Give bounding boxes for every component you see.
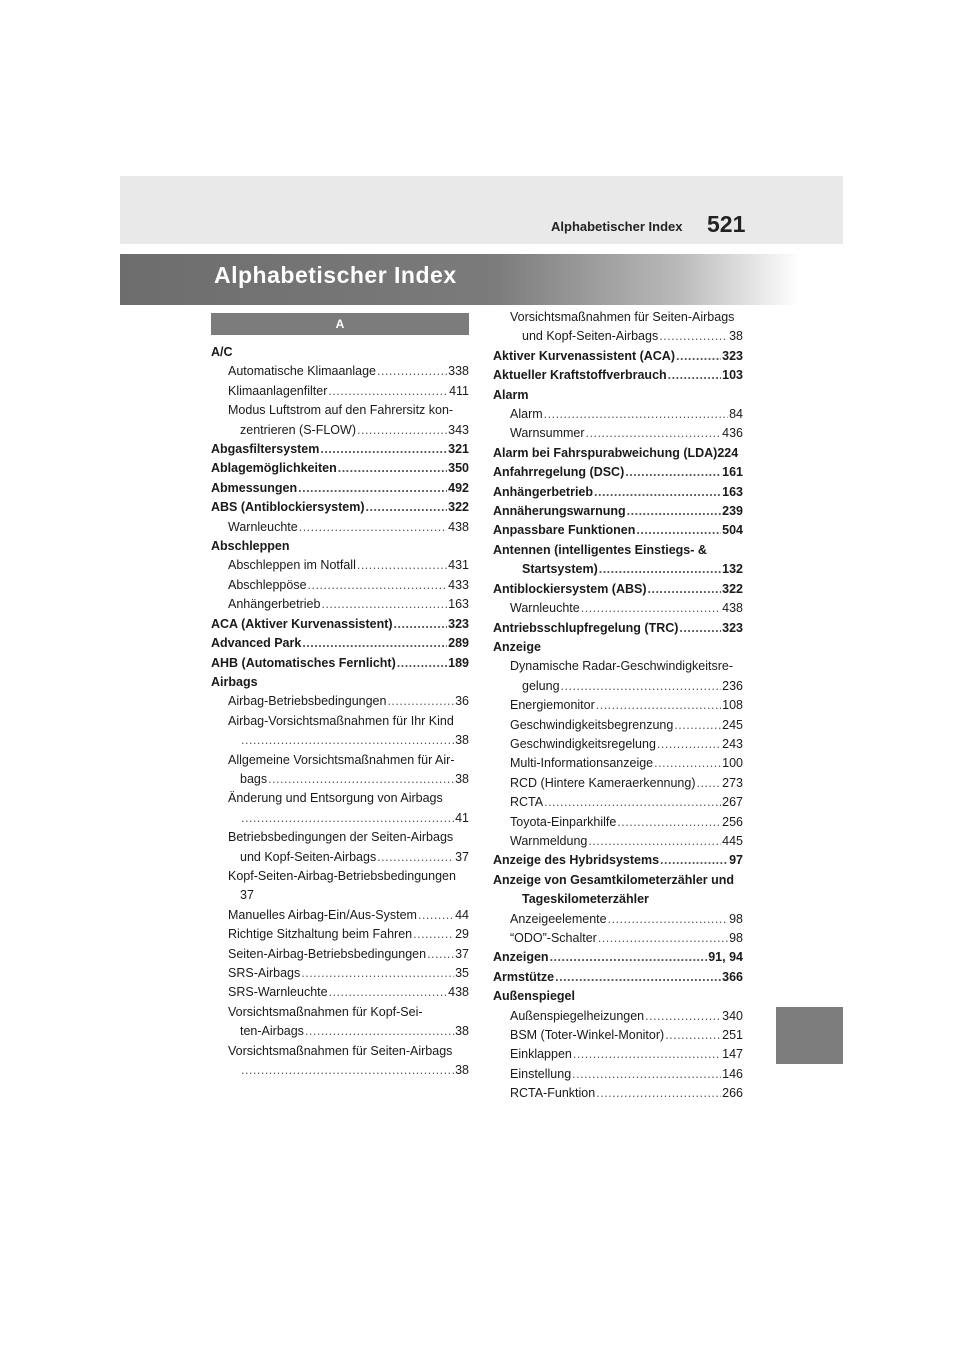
dot-leader [561,677,722,696]
index-entry-page: 338 [448,364,469,379]
dot-leader [636,521,721,540]
thumb-index-tab [776,1007,843,1064]
index-entry [211,537,469,556]
index-entry-term: RCD (Hintere Kameraerkennung) [510,775,696,790]
index-entry-term: Multi-Informationsanzeige [510,756,654,771]
index-entry [493,502,743,521]
dot-leader [679,619,721,638]
index-entry [493,386,743,405]
index-entry-term: SRS-Warnleuchte [228,985,328,1000]
index-entry-page: 108 [722,698,743,713]
index-entry-term: Aktueller Kraftstoffverbrauch [493,368,667,383]
dot-leader [413,925,454,944]
index-entry-page: 29 [455,927,469,942]
index-entry-page: 38 [455,1024,469,1039]
index-entry [211,459,469,478]
index-entry-page: 147 [722,1047,743,1062]
index-entry-term: Abschleppen im Notfall [228,558,356,573]
index-entry-page: 84 [729,407,743,422]
index-entry [211,498,469,517]
index-entry-page: 100 [722,756,743,771]
index-entry [493,560,743,579]
index-entry-page: 236 [722,678,743,693]
index-entry-term: Kopf-Seiten-Airbag-Betriebsbedingungen [228,868,456,883]
header-section-title: Alphabetischer Index [551,219,683,234]
index-entry-page: 256 [722,814,743,829]
index-entry [493,929,743,948]
index-entry-page: 438 [722,601,743,616]
dot-leader [572,1065,721,1084]
index-entry [493,483,743,502]
index-entry-term: Änderung und Entsorgung von Airbags [228,791,443,806]
index-entry-page: 37 [455,946,469,961]
index-entry-term: Klimaanlagenfilter [228,383,328,398]
index-entry-page: 322 [448,500,469,515]
index-entry-term: Annäherungswarnung [493,504,626,519]
dot-leader [599,560,721,579]
index-entry-term: Startsystem) [522,562,598,577]
index-entry-page: 163 [448,597,469,612]
index-entry-page: 433 [448,577,469,592]
index-entry [493,541,743,560]
index-entry-term: RCTA [510,795,544,810]
dot-leader [657,735,721,754]
index-entry-page: 97 [729,853,743,868]
index-entry [493,890,743,909]
index-entry-term: Abmessungen [211,480,298,495]
dot-leader [328,382,448,401]
index-entry [493,716,743,735]
index-entry [493,774,743,793]
index-entry-term: “ODO”-Schalter [510,931,597,945]
index-entry [493,638,743,657]
index-entry-term: Airbag-Vorsichtsmaßnahmen für Ihr Kind [228,713,454,728]
index-entry [493,871,743,890]
index-entry-page: 132 [722,562,743,577]
index-entry-term: Dynamische Radar-Geschwindigkeitsre- [510,659,733,674]
index-entry-page: 411 [449,383,469,398]
dot-leader [308,576,448,595]
index-entry-term: Warnleuchte [228,519,298,534]
index-entry-page: 431 [448,558,469,573]
index-entry [211,731,469,750]
index-entry [493,308,743,327]
dot-leader [329,983,448,1002]
dot-leader [377,362,447,381]
index-entry-page: 445 [722,833,743,848]
dot-leader [338,459,447,478]
index-entry-page: 163 [722,484,743,499]
index-entry [211,1022,469,1041]
index-entry-term: Anhängerbetrieb [493,484,594,499]
index-entry [211,576,469,595]
index-entry-page: 438 [448,519,469,534]
dot-leader [544,793,721,812]
index-entry-page: 438 [448,985,469,1000]
index-entry [493,851,743,870]
index-entry-page: 38 [455,1063,469,1078]
index-entry [211,906,469,925]
index-entry-term: Toyota-Einparkhilfe [510,814,617,829]
index-entry [493,677,743,696]
index-entry [211,1061,469,1080]
index-entry [211,421,469,440]
index-entry [493,347,743,366]
page-number: 521 [707,211,746,237]
index-entry-term: Tageskilometerzähler [522,892,649,907]
index-entry [211,1042,469,1061]
index-entry-term: Advanced Park [211,636,302,651]
index-entry-term: bags [240,771,268,786]
dot-leader [665,1026,721,1045]
dot-leader [268,770,454,789]
index-entry-page: 98 [729,931,743,945]
index-entry-term: Aktiver Kurvenassistent (ACA) [493,348,675,363]
dot-leader [299,518,447,537]
index-entry-term: Antiblockiersystem (ABS) [493,581,647,596]
index-entry-term: Richtige Sitzhaltung beim Fahren [228,927,413,942]
index-entry [493,580,743,599]
index-entry-term: Manuelles Airbag-Ein/Aus-System [228,907,417,922]
index-entry-page: 273 [722,775,743,790]
dot-leader [617,813,721,832]
index-entry [211,789,469,808]
index-entry-term: Allgemeine Vorsichtsmaßnahmen für Air- [228,752,455,767]
index-entry-page: 243 [722,736,743,751]
index-entry [211,673,469,692]
index-entry-page: 38 [455,733,469,748]
dot-leader [357,556,447,575]
index-entry-term: Anzeigeelemente [510,911,607,926]
index-entry-page: 245 [722,717,743,732]
index-entry-term: AHB (Automatisches Fernlicht) [211,655,396,670]
page-title: Alphabetischer Index [214,262,457,288]
index-entry-term: A/C [211,345,233,359]
index-entry-page: 38 [729,329,743,344]
index-entry-page: 321 [448,442,469,457]
index-entry-page: 91, 94 [708,950,743,965]
index-entry-term: ten-Airbags [240,1024,304,1039]
index-entry-page: 504 [722,523,743,538]
dot-leader [241,809,454,828]
letter-heading: A [211,313,469,335]
index-entry-term: Einstellung [510,1066,572,1081]
dot-leader [625,463,721,482]
index-entry-page: 492 [448,480,469,495]
index-entry [211,556,469,575]
index-entry-page: 366 [722,969,743,984]
index-entry-term: Vorsichtsmaßnahmen für Seiten-Airbags [510,310,735,324]
index-entry-term: Alarm [493,387,529,402]
dot-leader [586,424,722,443]
index-entry-page: 146 [722,1066,743,1081]
index-entry-term: Armstütze [493,969,555,984]
index-entry-page: 343 [448,422,469,437]
index-entry-term: Abgasfiltersystem [211,442,320,457]
index-entry-term: Ablagemöglichkeiten [211,461,337,476]
index-entry [493,1026,743,1045]
dot-leader [581,599,721,618]
index-entry-term: Anpassbare Funktionen [493,523,636,538]
index-entry-page: 38 [455,771,469,786]
index-entry [493,968,743,987]
index-entry [493,1065,743,1084]
index-entry-page: 322 [722,581,743,596]
index-entry-page: 161 [722,465,743,480]
index-entry [493,793,743,812]
index-entry-page: 239 [722,504,743,519]
index-entry-term: Airbags [211,674,258,689]
dot-leader [357,421,447,440]
index-entry-term: Antennen (intelligentes Einstiegs- & [493,542,707,557]
index-entry-page: 98 [729,911,743,926]
index-entry [211,615,469,634]
dot-leader [418,906,454,925]
index-entry-page: 323 [448,616,469,631]
index-entry-term: ACA (Aktiver Kurvenassistent) [211,616,393,631]
index-entry-term: Betriebsbedingungen der Seiten-Airbags [228,830,454,845]
index-entry [493,1084,743,1103]
index-entry-term: Anhängerbetrieb [228,597,321,612]
index-entry [493,366,743,385]
index-entry [211,925,469,944]
dot-leader [659,327,728,346]
dot-leader [697,774,722,793]
index-entry [493,521,743,540]
index-entry [211,362,469,381]
index-entry-term: Warnsummer [510,426,585,441]
index-entry-page: 323 [722,620,743,635]
index-entry-term: Warnmeldung [510,833,588,848]
index-entry-term: Antriebsschlupfregelung (TRC) [493,620,679,635]
index-entry-term: zentrieren (S-FLOW) [240,422,356,437]
dot-leader [241,731,454,750]
dot-leader [598,929,728,948]
index-entry-page: 350 [448,461,469,476]
index-entry-page: 36 [455,694,469,709]
index-entry-page: 44 [455,907,469,922]
index-entry [211,983,469,1002]
index-entry-term: Energiemonitor [510,698,595,713]
index-entry [493,444,743,463]
index-entry-term: SRS-Airbags [228,966,301,980]
index-entry-term: Automatische Klimaanlage [228,364,376,379]
index-entry [211,809,469,828]
index-entry [211,343,469,362]
index-entry [493,910,743,929]
dot-leader [573,1045,721,1064]
dot-leader [387,692,454,711]
index-entry-term: Außenspiegelheizungen [510,1008,645,1023]
dot-leader [305,1022,454,1041]
index-entry [493,832,743,851]
index-entry [211,440,469,459]
index-entry-term: Modus Luftstrom auf den Fahrersitz kon- [228,403,454,418]
dot-leader [298,479,447,498]
index-entry [211,964,469,983]
index-entry [211,479,469,498]
index-entry-term: Geschwindigkeitsbegrenzung [510,717,674,732]
index-entry [211,712,469,731]
index-entry-term: Seiten-Airbag-Betriebsbedingungen [228,946,427,961]
index-entry-term: und Kopf-Seiten-Airbags [240,849,377,864]
dot-leader [377,848,454,867]
dot-leader [588,832,721,851]
dot-leader [648,580,722,599]
index-entry [211,770,469,789]
index-entry [211,751,469,770]
dot-leader [366,498,448,517]
index-entry [211,634,469,653]
index-entry [493,696,743,715]
index-entry-term: Anzeige von Gesamtkilometerzähler und [493,872,735,887]
dot-leader [320,440,447,459]
index-entry [493,463,743,482]
index-entry-term: Einklappen [510,1047,572,1062]
dot-leader [596,1084,721,1103]
index-entry-page: 103 [722,368,743,383]
index-entry-term: Abschleppöse [228,577,307,592]
dot-leader [594,483,721,502]
dot-leader [654,754,721,773]
index-entry-page: 323 [722,348,743,363]
dot-leader [674,716,721,735]
dot-leader [550,948,708,967]
right-entries [493,308,743,1104]
index-entry-term: Alarm [510,407,543,422]
index-entry-term: BSM (Toter-Winkel-Monitor) [510,1028,665,1043]
index-entry-page: 289 [448,636,469,651]
index-entry [493,424,743,443]
dot-leader [427,945,454,964]
index-entry [493,987,743,1006]
index-entry-page: 251 [722,1028,743,1043]
index-entry-term: RCTA-Funktion [510,1086,596,1101]
dot-leader [608,910,728,929]
dot-leader [668,366,721,385]
index-entry [493,735,743,754]
dot-leader [676,347,721,366]
index-entry-term: Vorsichtsmaßnahmen für Kopf-Sei- [228,1004,423,1019]
dot-leader [596,696,721,715]
index-entry-term: Anzeige des Hybridsystems [493,853,660,868]
index-entry [493,599,743,618]
dot-leader [555,968,721,987]
index-entry-page: 189 [448,655,469,670]
dot-leader [645,1007,721,1026]
index-entry-page: 41 [455,810,469,825]
index-entry-term: Geschwindigkeitsregelung [510,736,656,751]
index-entry [493,405,743,424]
dot-leader [301,964,454,983]
index-entry-term: ABS (Antiblockiersystem) [211,500,365,515]
index-entry [493,1045,743,1064]
index-entry-term: und Kopf-Seiten-Airbags [522,329,659,344]
index-entry [493,754,743,773]
index-entry-page: 37 [455,849,469,864]
index-entry [493,619,743,638]
index-entry [211,401,469,420]
index-entry-page: 340 [722,1008,743,1023]
index-entry [211,848,469,867]
index-entry [211,382,469,401]
index-entry [211,867,469,886]
index-entry-page: 267 [722,795,743,810]
index-entry [493,657,743,676]
dot-leader [660,851,728,870]
index-entry-term: Airbag-Betriebsbedingungen [228,694,387,709]
index-entry [211,518,469,537]
dot-leader [394,615,448,634]
index-entry-page: 266 [722,1086,743,1101]
index-entry-term: Vorsichtsmaßnahmen für Seiten-Airbags [228,1043,453,1058]
index-entry-term: Alarm bei Fahrspurabweichung (LDA)224 [493,445,739,460]
index-entry [211,886,469,905]
dot-leader [544,405,728,424]
index-entry-term: Außenspiegel [493,989,575,1004]
index-entry [493,1007,743,1026]
index-entry-term: Anzeige [493,639,541,654]
index-entry [493,948,743,967]
index-column-right [493,308,743,1104]
dot-leader [241,1061,454,1080]
index-entry [211,1003,469,1022]
index-entry [493,327,743,346]
dot-leader [302,634,447,653]
index-entry-page: 436 [722,426,743,441]
index-entry-page: 35 [455,966,469,980]
index-entry-term: 37 [240,888,254,903]
title-band [120,254,800,305]
index-entry [211,654,469,673]
index-entry [211,828,469,847]
index-column-left [211,313,469,1080]
dot-leader [627,502,721,521]
index-entry-term: Anzeigen [493,950,549,965]
dot-leader [397,654,447,673]
index-entry [493,813,743,832]
index-entry [211,595,469,614]
index-entry-term: Abschleppen [211,539,290,554]
index-entry-term: Warnleuchte [510,601,580,616]
index-entry [211,692,469,711]
index-entry-term: Anfahrregelung (DSC) [493,465,625,480]
left-entries [211,343,469,1080]
index-entry-term: gelung [522,678,560,693]
index-entry [211,945,469,964]
dot-leader [321,595,447,614]
